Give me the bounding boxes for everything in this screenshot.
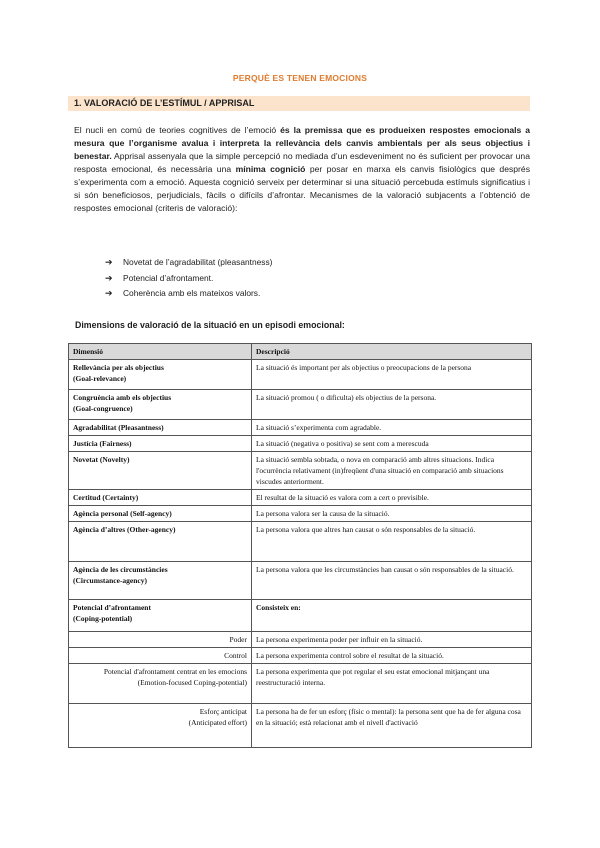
column-header: Descripció bbox=[252, 344, 532, 360]
paragraph-bold: és la premissa que es produeixen respostes emocionals a mesura que l’organisme avalua i interpreta la rellevància dels canvis ambientals per als seus objectius i benestar. bbox=[74, 125, 531, 161]
table-row bbox=[69, 436, 532, 452]
table-row bbox=[69, 390, 532, 420]
dimension-cell: Control bbox=[69, 648, 252, 664]
arrow-icon: ➔ bbox=[105, 288, 113, 298]
dimension-cell: Poder bbox=[69, 632, 252, 648]
description-cell: La situació promou ( o dificulta) els objectius de la persona. bbox=[252, 390, 532, 420]
bullet-list bbox=[105, 255, 272, 302]
table-row bbox=[69, 522, 532, 562]
description-cell: La persona ha de fer un esforç (físic o mental): la persona sent que ha de fer alguna cosa en la situació; està relacionat amb el nivell d'activació bbox=[252, 704, 532, 748]
list-item-text: Potencial d’afrontament. bbox=[123, 272, 214, 283]
dimension-cell: Agència de les circumstàncies (Circumstance-agency) bbox=[69, 562, 252, 600]
list-item bbox=[105, 255, 272, 271]
page-title: PERQUÈ ES TENEN EMOCIONS bbox=[232, 73, 368, 83]
column-header: Dimensió bbox=[69, 344, 252, 360]
description-cell: La situació és important per als objectius o preocupacions de la persona bbox=[252, 360, 532, 390]
dimension-cell: Rellevància per als objectius (Goal-relevance) bbox=[69, 360, 252, 390]
dimension-cell: Agència personal (Self-agency) bbox=[69, 506, 252, 522]
description-cell: La persona experimenta control sobre el resultat de la situació. bbox=[252, 648, 532, 664]
paragraph-text: El nucli en comú de teories cognitives de l’emoció bbox=[74, 125, 281, 135]
description-cell: La situació s’experimenta com agradable. bbox=[252, 420, 532, 436]
table-row bbox=[69, 562, 532, 600]
dimension-cell: Justícia (Fairness) bbox=[69, 436, 252, 452]
dimension-cell: Esforç anticipat (Anticipated effort) bbox=[69, 704, 252, 748]
description-cell: La persona valora ser la causa de la situació. bbox=[252, 506, 532, 522]
table-row bbox=[69, 648, 532, 664]
list-item bbox=[105, 286, 272, 302]
arrow-icon: ➔ bbox=[105, 257, 113, 267]
dimension-cell: Certitud (Certainty) bbox=[69, 490, 252, 506]
list-item bbox=[105, 271, 272, 287]
dimension-cell: Potencial d’afrontament (Coping-potential) bbox=[69, 600, 252, 632]
paragraph-bold: mínima cognició bbox=[235, 164, 306, 174]
table-row bbox=[69, 600, 532, 632]
description-cell: La persona valora que altres han causat o són responsables de la situació. bbox=[252, 522, 532, 562]
description-cell: La persona valora que les circumstàncies han causat o són responsables de la situació. bbox=[252, 562, 532, 600]
table-row bbox=[69, 632, 532, 648]
paragraph-text: per posar en marxa els canvis fisiològics que després s’experimenta com a emoció. Aquesta cognició serveix per determinar si una situació percebuda estímuls significatius i si són beneficiosos, perjudicials, fàcils o difícils d’afrontar. Mecanismes de la valoració subjacents a l’obtenció de respostes emocional (criteris de valoració): bbox=[74, 164, 530, 213]
paragraph-text: Apprisal assenyala que la simple percepció no mediada d’un esdeveniment no és suficient per provocar una resposta emocional, és necessària una bbox=[74, 151, 530, 174]
table-row bbox=[69, 506, 532, 522]
description-cell: El resultat de la situació es valora com a cert o previsible. bbox=[252, 490, 532, 506]
table-row bbox=[69, 360, 532, 390]
dimensions-table bbox=[68, 343, 532, 748]
intro-paragraph bbox=[74, 124, 530, 215]
description-cell: Consisteix en: bbox=[252, 600, 532, 632]
dimension-cell: Potencial d'afrontament centrat en les emocions (Emotion-focused Coping-potential) bbox=[69, 664, 252, 704]
dimension-cell: Congruència amb els objectius (Goal-congruence) bbox=[69, 390, 252, 420]
list-item-text: Novetat de l’agradabilitat (pleasantness) bbox=[123, 257, 273, 267]
table-row bbox=[69, 664, 532, 704]
description-cell: La persona experimenta que pot regular el seu estat emocional mitjançant una reestructuració interna. bbox=[252, 664, 532, 704]
table-title: Dimensions de valoració de la situació en un episodi emocional: bbox=[75, 320, 345, 330]
table-row bbox=[69, 490, 532, 506]
section-heading: 1. VALORACIÓ DE L’ESTÍMUL / APPRISAL bbox=[68, 96, 530, 111]
description-cell: La persona experimenta poder per influir en la situació. bbox=[252, 632, 532, 648]
arrow-icon: ➔ bbox=[105, 272, 113, 283]
table-header-row bbox=[69, 344, 532, 360]
dimension-cell: Novetat (Novelty) bbox=[69, 452, 252, 490]
list-item-text: Coherència amb els mateixos valors. bbox=[123, 288, 261, 298]
dimension-cell: Agència d’altres (Other-agency) bbox=[69, 522, 252, 562]
dimension-cell: Agradabilitat (Pleasantness) bbox=[69, 420, 252, 436]
description-cell: La situació sembla sobtada, o nova en comparació amb altres situacions. Indica l'ocurrència relativament (in)freqüent d'una situació en comparació amb situacions viscudes anteriorment. bbox=[252, 452, 532, 490]
table-row bbox=[69, 452, 532, 490]
table-row bbox=[69, 420, 532, 436]
description-cell: La situació (negativa o positiva) se sent com a merescuda bbox=[252, 436, 532, 452]
table-row bbox=[69, 704, 532, 748]
